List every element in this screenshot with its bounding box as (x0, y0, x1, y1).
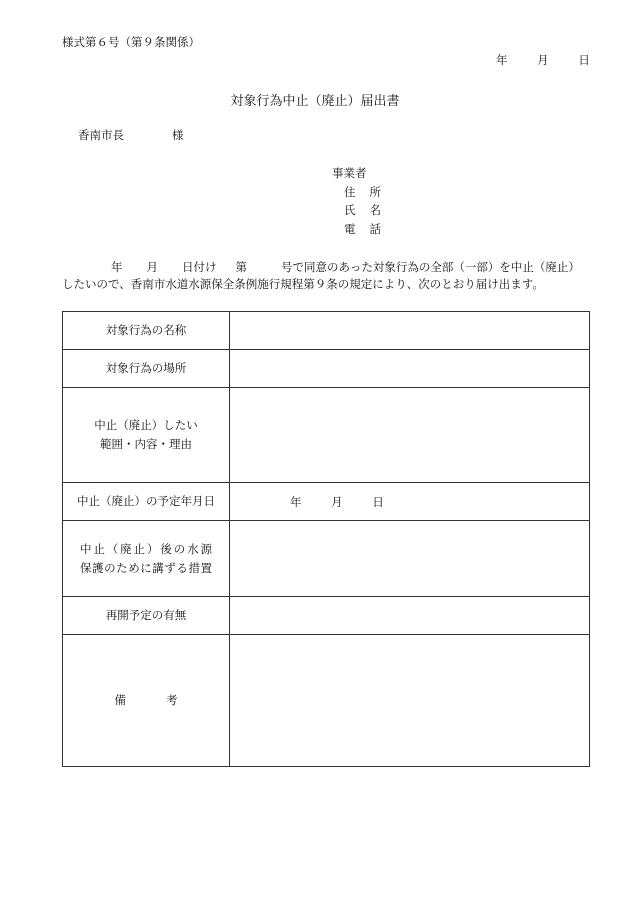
measures-field[interactable] (230, 521, 590, 597)
date-year: 年 (496, 53, 508, 67)
planned-month: 月 (331, 494, 343, 509)
date-day: 日 (578, 53, 590, 67)
table-row (63, 597, 590, 635)
table-row (63, 350, 590, 388)
body-month: 月 (146, 260, 158, 274)
remarks-label (63, 635, 230, 767)
activity-name-field[interactable] (230, 312, 590, 350)
table-row (63, 635, 590, 767)
body-rest-line-1: 号で同意のあった対象行為の全部（一部）を中止（廃止） (281, 260, 580, 274)
submission-date (496, 52, 590, 68)
measures-label-line-1: 中止（廃止）後の水源 (80, 541, 212, 556)
planned-year: 年 (290, 494, 302, 509)
address-label: 住所 (344, 184, 395, 199)
reason-label-line-2: 範囲・内容・理由 (100, 437, 192, 451)
planned-date-label: 中止（廃止）の予定年月日 (63, 483, 230, 521)
addressee-honorific: 様 (172, 128, 184, 142)
body-text-line-2: したいので、香南市水道水源保全条例施行規程第９条の規定により、次のとおり届け出ます。 (62, 277, 544, 291)
resume-plan-field[interactable] (230, 597, 590, 635)
addressee (78, 127, 184, 143)
measures-label-line-2: 保護のために講ずる措置 (80, 560, 212, 575)
notification-table (62, 311, 590, 767)
addressee-name: 香南市長 (78, 128, 124, 142)
measures-label (63, 521, 230, 597)
remarks-label-1: 備 (114, 693, 126, 707)
date-month: 月 (537, 53, 549, 67)
table-row (63, 388, 590, 483)
name-label: 氏名 (344, 203, 395, 217)
activity-place-label: 対象行為の場所 (63, 350, 230, 388)
form-number: 様式第６号（第９条関係） (62, 35, 200, 49)
table-row (63, 483, 590, 521)
planned-day: 日 (372, 494, 384, 509)
remarks-label-2: 考 (166, 693, 178, 707)
resume-plan-label: 再開予定の有無 (63, 597, 230, 635)
applicant-block (332, 164, 395, 238)
body-day-dated: 日付け (182, 260, 217, 274)
table-row (63, 521, 590, 597)
reason-field[interactable] (230, 388, 590, 483)
document-title: 対象行為中止（廃止）届出書 (230, 94, 400, 109)
body-year: 年 (111, 260, 123, 274)
reason-label-line-1: 中止（廃止）したい (94, 418, 198, 432)
applicant-heading: 事業者 (332, 166, 367, 180)
activity-name-label: 対象行為の名称 (63, 312, 230, 350)
body-text-line-1 (62, 259, 580, 275)
remarks-field[interactable] (230, 635, 590, 767)
reason-label (63, 388, 230, 483)
body-dai: 第 (235, 260, 247, 274)
phone-label: 電話 (344, 221, 395, 236)
activity-place-field[interactable] (230, 350, 590, 388)
table-row (63, 312, 590, 350)
planned-date-field[interactable] (230, 483, 590, 521)
